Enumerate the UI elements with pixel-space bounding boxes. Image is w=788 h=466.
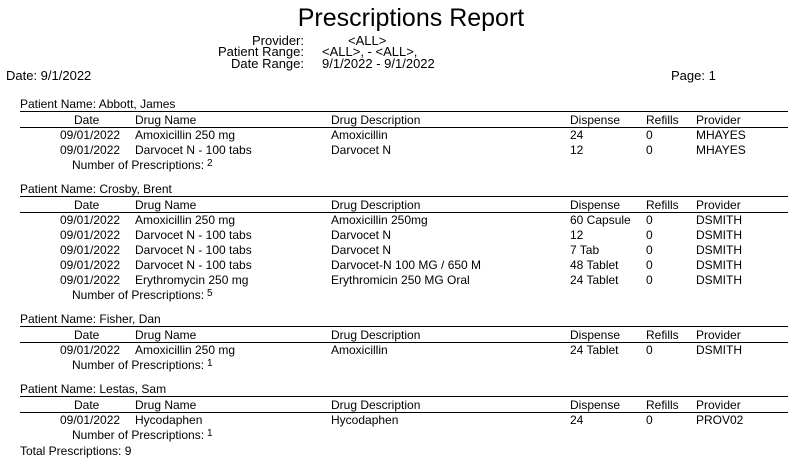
cell-provider: DSMITH — [696, 228, 742, 242]
section-rule — [20, 111, 788, 112]
cell-refills: 0 — [646, 258, 653, 272]
cell-refills: 0 — [646, 228, 653, 242]
patient-name: Patient Name: Fisher, Dan — [20, 312, 161, 326]
prescription-count-value: 1 — [207, 428, 213, 439]
patient-name: Patient Name: Abbott, James — [20, 97, 176, 111]
provider-label: Provider: — [251, 33, 304, 48]
prescription-row — [0, 143, 788, 158]
prescription-count-label: Number of Prescriptions: — [72, 358, 205, 372]
cell-date: 09/01/2022 — [60, 258, 121, 272]
cell-date: 09/01/2022 — [60, 213, 121, 227]
cell-dispense: 7 Tab — [570, 243, 600, 257]
cell-description: Darvocet N — [331, 228, 392, 242]
cell-date: 09/01/2022 — [60, 128, 121, 142]
cell-description: Hycodaphen — [331, 413, 399, 427]
cell-date: 09/01/2022 — [60, 273, 121, 287]
prescription-count-label: Number of Prescriptions: — [72, 428, 205, 442]
column-header-provider: Provider — [696, 398, 741, 412]
cell-provider: MHAYES — [696, 143, 746, 157]
cell-dispense: 24 — [570, 128, 584, 142]
column-header-row — [0, 328, 788, 343]
cell-description: Amoxicillin — [331, 128, 388, 142]
column-header-drug-name: Drug Name — [135, 398, 197, 412]
report-title: Prescriptions Report — [297, 4, 525, 32]
prescription-count-value: 5 — [207, 288, 213, 299]
column-header-row — [0, 198, 788, 213]
cell-drug-name: Amoxicillin 250 mg — [135, 213, 236, 227]
column-header-refills: Refills — [646, 328, 679, 342]
prescription-count — [72, 157, 213, 172]
column-header-refills: Refills — [646, 398, 679, 412]
prescription-row — [0, 243, 788, 258]
column-header-row — [0, 113, 788, 128]
cell-dispense: 48 Tablet — [570, 258, 619, 272]
cell-provider: DSMITH — [696, 213, 742, 227]
print-date: Date: 9/1/2022 — [6, 68, 92, 83]
section-rule — [20, 326, 788, 327]
prescription-count — [72, 287, 213, 302]
cell-date: 09/01/2022 — [60, 228, 121, 242]
cell-drug-name: Darvocet N - 100 tabs — [135, 243, 252, 257]
column-header-provider: Provider — [696, 113, 741, 127]
page-number: Page: 1 — [671, 68, 716, 83]
cell-refills: 0 — [646, 413, 653, 427]
cell-description: Amoxicillin — [331, 343, 388, 357]
column-header-drug-description: Drug Description — [331, 198, 421, 212]
cell-dispense: 60 Capsule — [570, 213, 631, 227]
cell-provider: DSMITH — [696, 258, 742, 272]
cell-dispense: 24 Tablet — [570, 343, 619, 357]
column-header-drug-description: Drug Description — [331, 113, 421, 127]
cell-drug-name: Darvocet N - 100 tabs — [135, 143, 252, 157]
prescription-count-value: 2 — [207, 158, 213, 169]
cell-dispense: 24 — [570, 413, 584, 427]
cell-drug-name: Darvocet N - 100 tabs — [135, 228, 252, 242]
cell-dispense: 12 — [570, 228, 584, 242]
column-header-dispense: Dispense — [570, 328, 621, 342]
date-range-label: Date Range: — [231, 56, 304, 71]
patient-name: Patient Name: Lestas, Sam — [20, 382, 167, 396]
prescription-count — [72, 427, 213, 442]
cell-refills: 0 — [646, 343, 653, 357]
prescription-count-label: Number of Prescriptions: — [72, 158, 205, 172]
cell-provider: DSMITH — [696, 343, 742, 357]
column-header-drug-name: Drug Name — [135, 198, 197, 212]
column-header-dispense: Dispense — [570, 113, 621, 127]
cell-description: Darvocet-N 100 MG / 650 M — [331, 258, 482, 272]
column-header-refills: Refills — [646, 198, 679, 212]
prescription-row — [0, 213, 788, 228]
column-header-dispense: Dispense — [570, 398, 621, 412]
cell-description: Darvocet N — [331, 143, 392, 157]
date-range-value: 9/1/2022 - 9/1/2022 — [322, 56, 435, 71]
cell-refills: 0 — [646, 213, 653, 227]
cell-drug-name: Hycodaphen — [135, 413, 203, 427]
cell-date: 09/01/2022 — [60, 243, 121, 257]
column-header-date: Date — [74, 198, 100, 212]
prescription-row — [0, 228, 788, 243]
cell-provider: DSMITH — [696, 243, 742, 257]
column-header-provider: Provider — [696, 198, 741, 212]
column-header-date: Date — [74, 328, 100, 342]
column-header-drug-description: Drug Description — [331, 398, 421, 412]
cell-drug-name: Amoxicillin 250 mg — [135, 343, 236, 357]
cell-date: 09/01/2022 — [60, 413, 121, 427]
cell-refills: 0 — [646, 128, 653, 142]
prescription-row — [0, 258, 788, 273]
column-header-drug-name: Drug Name — [135, 328, 197, 342]
patient-range-label: Patient Range: — [217, 44, 304, 59]
prescription-count — [72, 357, 213, 372]
cell-refills: 0 — [646, 143, 653, 157]
cell-description: Amoxicillin 250mg — [331, 213, 428, 227]
column-header-date: Date — [74, 398, 100, 412]
provider-value: <ALL> — [348, 33, 387, 48]
prescription-count-label: Number of Prescriptions: — [72, 288, 205, 302]
column-header-drug-description: Drug Description — [331, 328, 421, 342]
column-header-drug-name: Drug Name — [135, 113, 197, 127]
cell-refills: 0 — [646, 243, 653, 257]
total-prescriptions: Total Prescriptions: 9 — [20, 444, 132, 458]
cell-drug-name: Darvocet N - 100 tabs — [135, 258, 252, 272]
cell-date: 09/01/2022 — [60, 343, 121, 357]
column-header-dispense: Dispense — [570, 198, 621, 212]
prescription-row — [0, 273, 788, 288]
prescription-row — [0, 343, 788, 358]
cell-description: Erythromicin 250 MG Oral — [331, 273, 470, 287]
cell-drug-name: Erythromycin 250 mg — [135, 273, 249, 287]
column-header-date: Date — [74, 113, 100, 127]
section-rule — [20, 196, 788, 197]
patient-name: Patient Name: Crosby, Brent — [20, 182, 172, 196]
section-rule — [20, 396, 788, 397]
prescription-count-value: 1 — [207, 358, 213, 369]
prescription-row — [0, 128, 788, 143]
cell-provider: DSMITH — [696, 273, 742, 287]
cell-drug-name: Amoxicillin 250 mg — [135, 128, 236, 142]
cell-provider: MHAYES — [696, 128, 746, 142]
cell-date: 09/01/2022 — [60, 143, 121, 157]
cell-provider: PROV02 — [696, 413, 744, 427]
column-header-refills: Refills — [646, 113, 679, 127]
patient-range-value: <ALL>, - <ALL>, — [322, 44, 418, 59]
cell-dispense: 12 — [570, 143, 584, 157]
cell-dispense: 24 Tablet — [570, 273, 619, 287]
prescription-row — [0, 413, 788, 428]
cell-description: Darvocet N — [331, 243, 392, 257]
cell-refills: 0 — [646, 273, 653, 287]
column-header-provider: Provider — [696, 328, 741, 342]
column-header-row — [0, 398, 788, 413]
